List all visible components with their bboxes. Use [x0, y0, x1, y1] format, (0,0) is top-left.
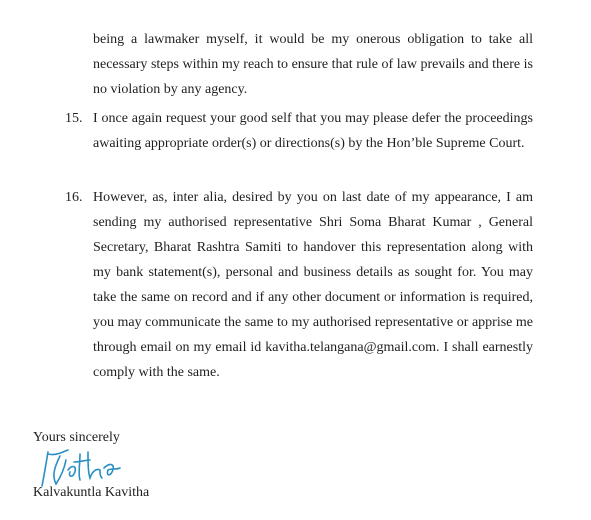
- closing-salutation: Yours sincerely: [33, 430, 120, 445]
- item-number: 16.: [65, 190, 83, 205]
- signatory-name: Kalvakuntla Kavitha: [33, 485, 150, 500]
- item-number: 15.: [65, 111, 83, 126]
- intro-paragraph: being a lawmaker myself, it would be my onerous obligation to take all necessary steps within my reach to ensure that rule of law prevails and there is no violation by any agency.: [93, 32, 533, 97]
- item-text: However, as, inter alia, desired by you on last date of my appearance, I am sending my authorised representative Shri Soma Bharat Kumar , General Secretary, Bharat Rashtra Samiti to handover this representation along with my bank statement(s), personal and business details as sought for. You may take the same on record and if any other document or information is required, you may communicate the same to my authorised representative or apprise me through email on my email id kavitha.telangana@gmail.com. I shall earnestly comply with the same.: [93, 190, 533, 380]
- item-text: I once again request your good self that you may please defer the proceedings awaiting appropriate order(s) or directions(s) by the Hon’ble Supreme Court.: [93, 111, 533, 151]
